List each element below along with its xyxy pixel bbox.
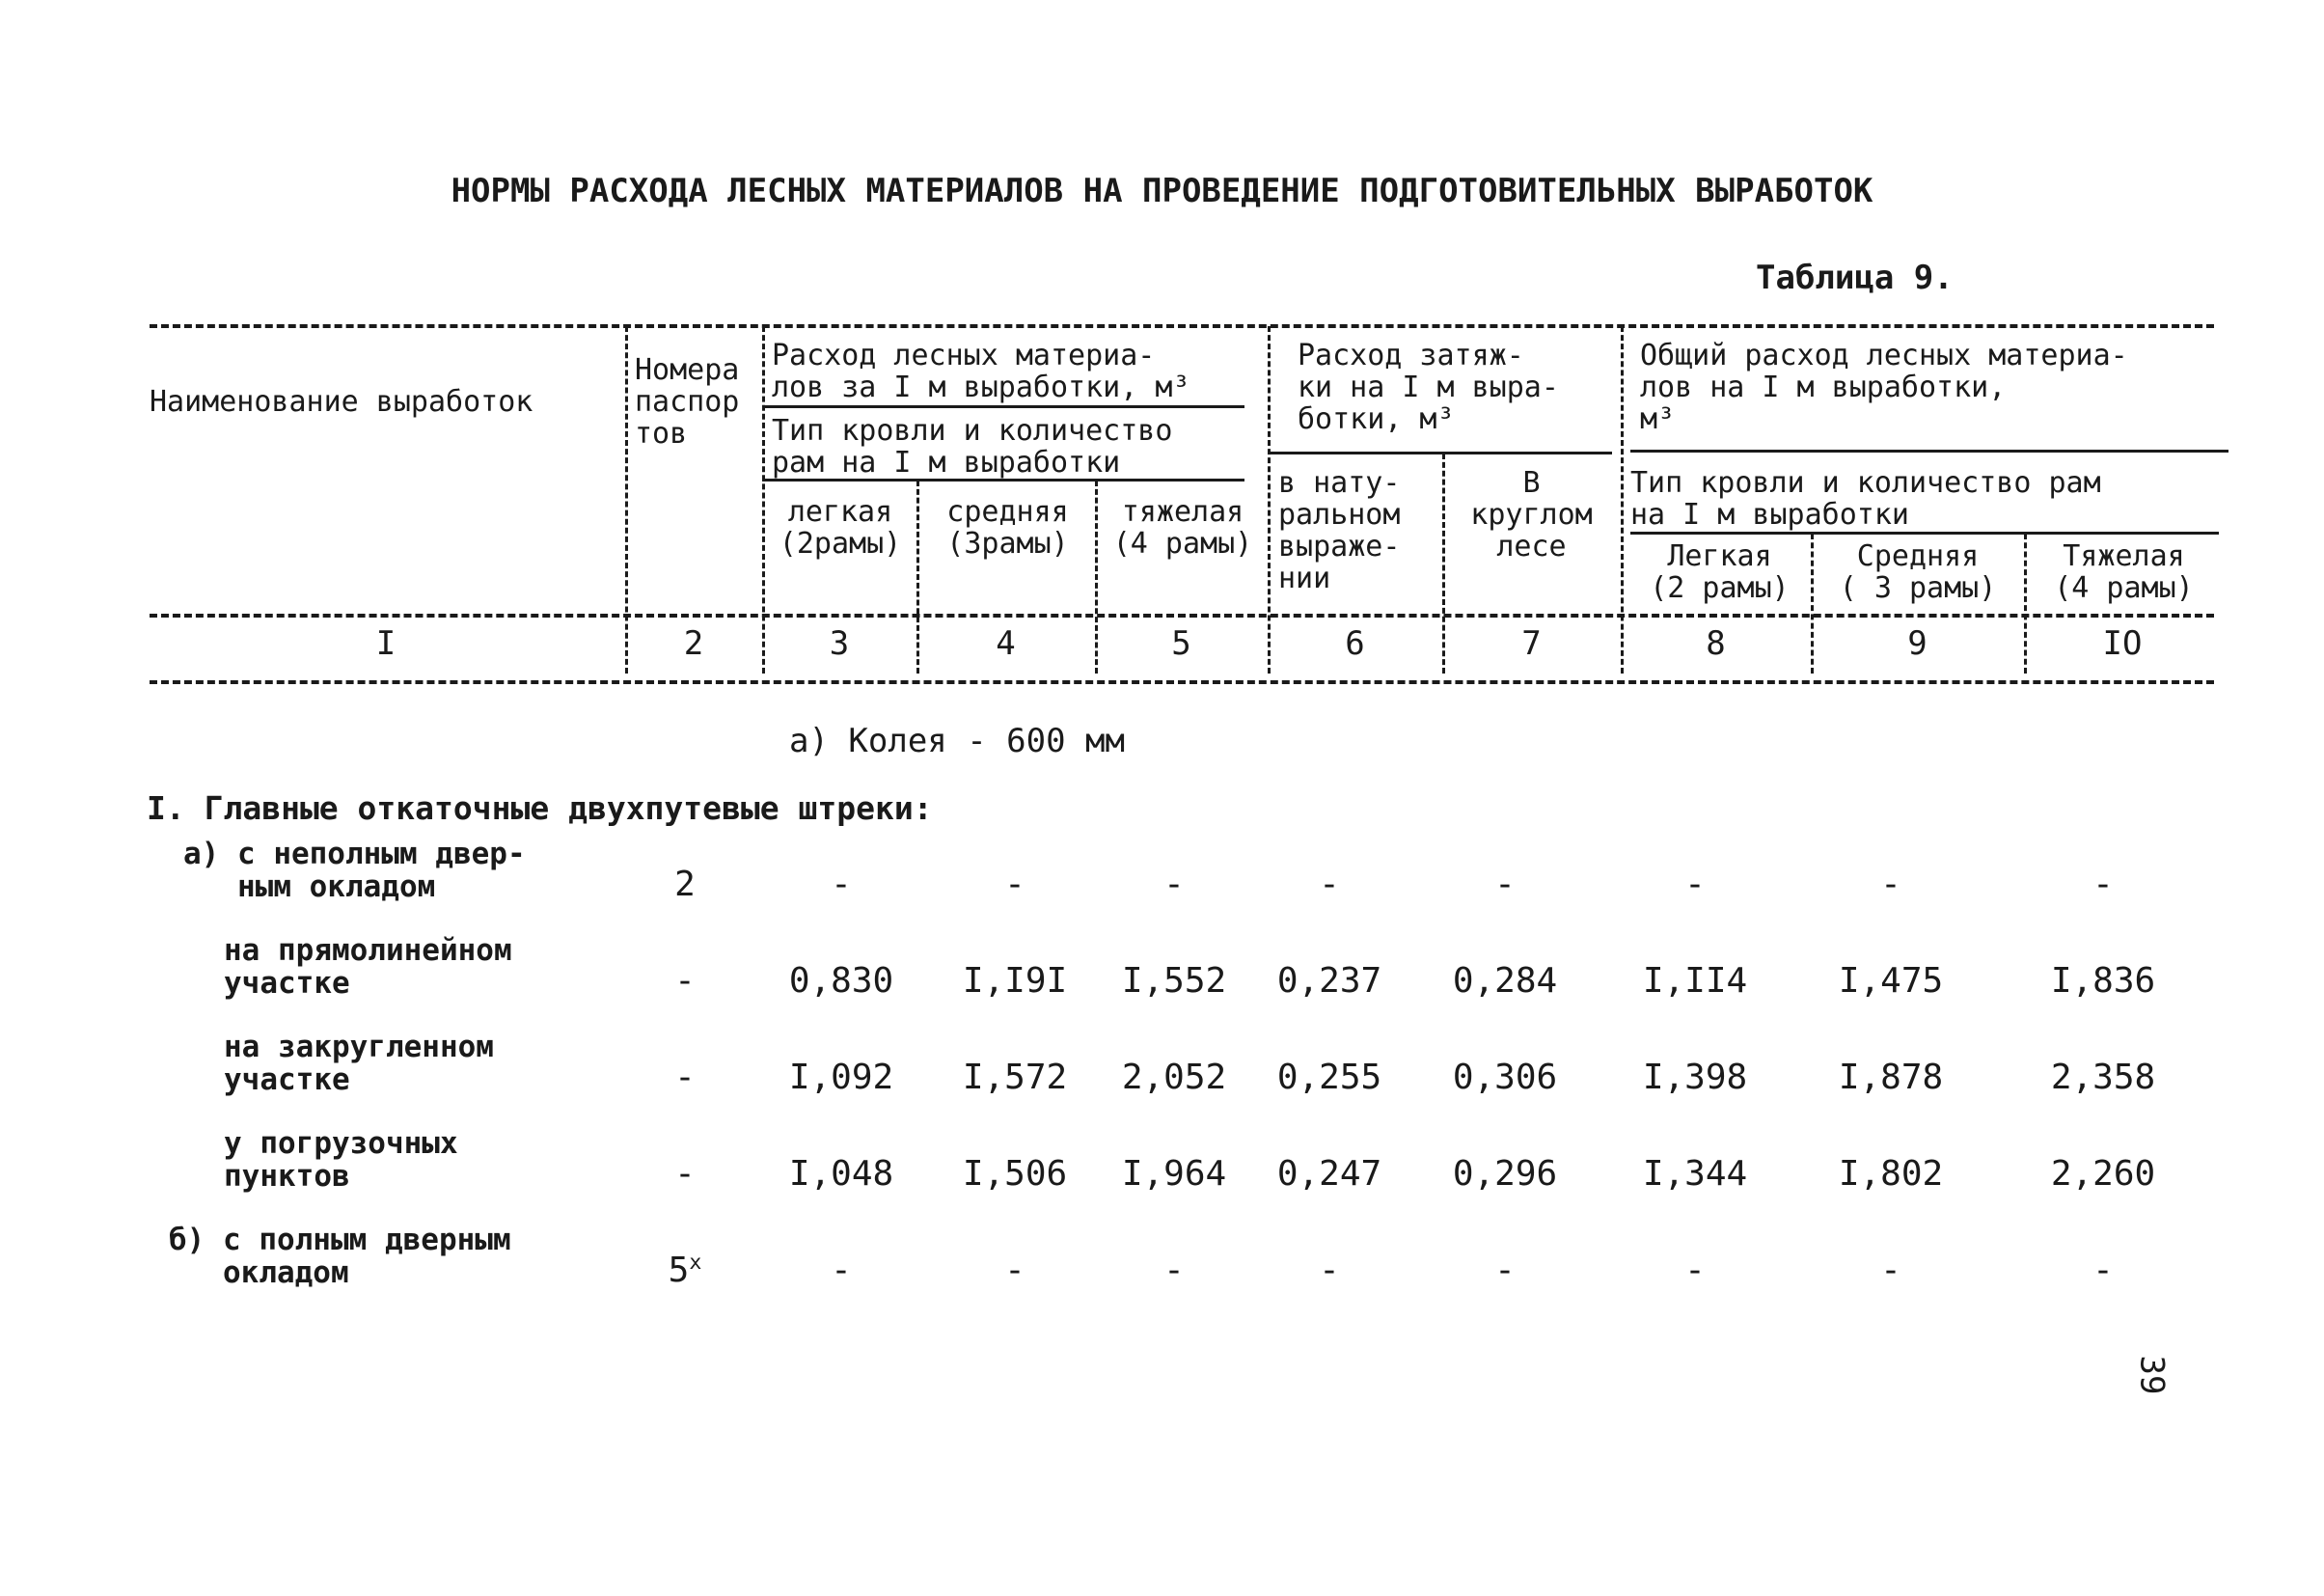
document-title: НОРМЫ РАСХОДА ЛЕСНЫХ МАТЕРИАЛОВ НА ПРОВЕДЕНИЕ ПОДГОТОВИТЕЛЬНЫХ ВЫРАБОТОК	[451, 172, 1873, 210]
table-cell: -	[1163, 865, 1185, 904]
header-top-rule	[150, 324, 2214, 328]
column-number: 3	[829, 624, 850, 663]
section-heading: а) Колея - 600 мм	[789, 722, 1125, 760]
table-cell: 0,255	[1276, 1058, 1382, 1097]
column-number: 5	[1171, 624, 1191, 663]
table-cell: I,964	[1121, 1154, 1227, 1194]
vsep-2	[762, 326, 765, 674]
header-col4: средняя (3рамы)	[946, 495, 1069, 561]
table-cell: -	[2092, 1251, 2114, 1290]
table-cell: I,552	[1121, 961, 1227, 1001]
table-cell: I,II4	[1642, 961, 1748, 1001]
table-cell: 0,247	[1276, 1154, 1382, 1194]
table-cell: -	[1684, 865, 1706, 904]
table-cell: 2,358	[2050, 1058, 2156, 1097]
header-group3-title: Общий расход лесных материа- лов на I м выработки, м³	[1640, 339, 2128, 436]
table-label: Таблица 9.	[1756, 259, 1954, 297]
header-col2: Номера паспор тов	[635, 353, 740, 451]
table-cell: I,878	[1838, 1058, 1944, 1097]
table-cell: -	[1004, 865, 1025, 904]
table-cell: 2,260	[2050, 1154, 2156, 1194]
table-cell: -	[1319, 865, 1340, 904]
header-bottom-rule	[150, 614, 2214, 618]
header-col1: Наименование выработок	[150, 385, 533, 419]
column-number: 2	[683, 624, 704, 663]
table-cell: I,I9I	[962, 961, 1068, 1001]
table-cell: I,836	[2050, 961, 2156, 1001]
vsep-7	[1621, 326, 1624, 674]
table-cell: -	[1319, 1251, 1340, 1290]
table-cell: -	[1494, 865, 1516, 904]
header-col8: Легкая (2 рамы)	[1650, 539, 1790, 605]
row-label: а) с неполным двер- ным окладом	[183, 837, 526, 904]
column-number: 8	[1706, 624, 1726, 663]
table-cell: -	[1494, 1251, 1516, 1290]
passport-cell: -	[674, 961, 696, 1001]
passport-cell: -	[674, 1058, 696, 1097]
table-cell: 0,296	[1452, 1154, 1558, 1194]
vsep-1	[625, 326, 628, 674]
table-cell: I,092	[788, 1058, 894, 1097]
table-cell: 0,306	[1452, 1058, 1558, 1097]
table-cell: I,048	[788, 1154, 894, 1194]
passport-value: 5	[668, 1251, 690, 1290]
row-label: у погрузочных пунктов	[224, 1126, 458, 1194]
table-cell: -	[1880, 1251, 1901, 1290]
vsep-5	[1268, 326, 1271, 674]
column-numbers-rule	[150, 680, 2214, 684]
table-cell: I,572	[962, 1058, 1068, 1097]
header-col7: В круглом лесе	[1470, 466, 1593, 564]
table-cell: -	[2092, 865, 2114, 904]
table-cell: I,398	[1642, 1058, 1748, 1097]
group-heading: I. Главные откаточные двухпутевые штреки:	[147, 789, 933, 827]
table-cell: I,344	[1642, 1154, 1748, 1194]
table-cell: I,506	[962, 1154, 1068, 1194]
header-col6: в нату- ральном выраже- нии	[1278, 466, 1401, 595]
passport-cell	[608, 1251, 762, 1290]
table-cell: 2,052	[1121, 1058, 1227, 1097]
header-col10: Тяжелая (4 рамы)	[2054, 539, 2194, 605]
column-number: 7	[1521, 624, 1542, 663]
table-cell: I,475	[1838, 961, 1944, 1001]
table-cell: 0,830	[788, 961, 894, 1001]
column-number: I	[375, 624, 396, 663]
passport-cell: 2	[674, 865, 696, 904]
header-group1-sub: Тип кровли и количество рам на I м выработки	[772, 414, 1173, 480]
column-number: 6	[1345, 624, 1365, 663]
passport-cell: -	[674, 1154, 696, 1194]
row-label: на закругленном участке	[224, 1030, 494, 1097]
group3-title-rule	[1630, 450, 2228, 453]
table-cell: -	[831, 1251, 852, 1290]
group3-sub-rule	[1630, 532, 2219, 535]
table-cell: -	[831, 865, 852, 904]
header-col3: легкая (2рамы)	[779, 495, 902, 561]
column-number: 9	[1907, 624, 1928, 663]
header-group2-title: Расход затяж- ки на I м выра- ботки, м³	[1298, 339, 1559, 436]
header-group3-sub: Тип кровли и количество рам на I м выработки	[1630, 466, 2101, 532]
header-col9: Средняя ( 3 рамы)	[1839, 539, 1997, 605]
table-cell: -	[1880, 865, 1901, 904]
table-cell: 0,237	[1276, 961, 1382, 1001]
column-number: 4	[996, 624, 1016, 663]
row-label: б) с полным дверным окладом	[169, 1223, 511, 1290]
table-cell: -	[1004, 1251, 1025, 1290]
table-cell: -	[1684, 1251, 1706, 1290]
table-cell: -	[1163, 1251, 1185, 1290]
header-col5: тяжелая (4 рамы)	[1112, 495, 1253, 561]
passport-footnote-mark: x	[689, 1251, 702, 1275]
table-cell: 0,284	[1452, 961, 1558, 1001]
group2-title-rule	[1270, 452, 1612, 454]
page-number: 39	[2132, 1355, 2172, 1395]
column-number: IO	[2102, 624, 2143, 663]
header-group1-title: Расход лесных материа- лов за I м выработки, м³	[772, 339, 1190, 404]
table-cell: I,802	[1838, 1154, 1944, 1194]
row-label: на прямолинейном участке	[224, 933, 512, 1001]
group1-title-rule	[762, 405, 1244, 408]
